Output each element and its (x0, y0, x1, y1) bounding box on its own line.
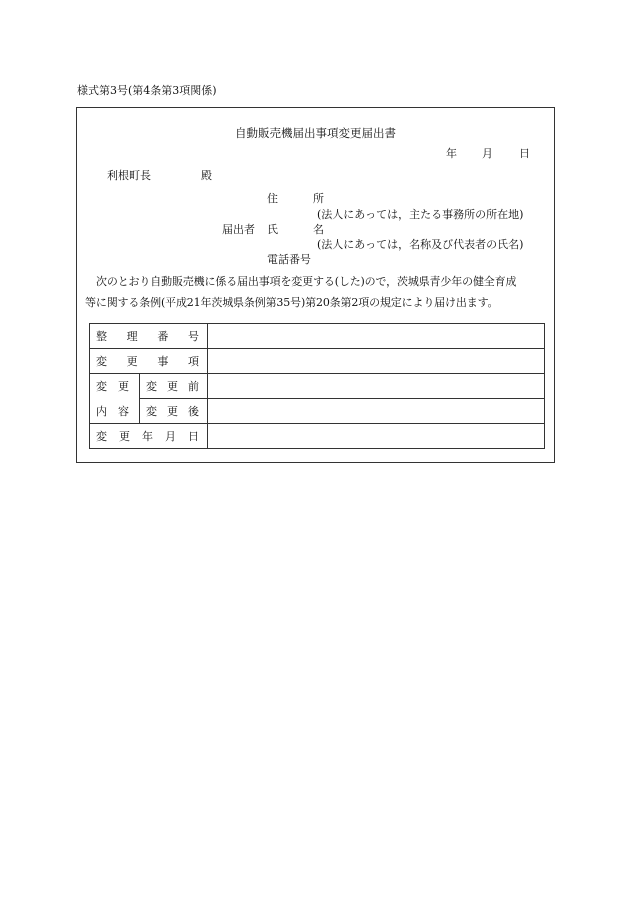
applicant-group-label: 届出者 (222, 223, 255, 236)
table-row-item (90, 349, 545, 374)
name-label-second: 名 (313, 223, 324, 236)
after-change-label: 変 更 後 (140, 399, 208, 424)
change-details-table (89, 323, 545, 449)
reference-number-label: 整 理 番 号 (90, 324, 208, 349)
statement-text (85, 271, 547, 313)
change-date-field[interactable] (208, 424, 545, 449)
table-row-reference (90, 324, 545, 349)
phone-label: 電話番号 (267, 253, 311, 266)
form-frame (76, 107, 555, 463)
addressee-honorific: 殿 (201, 169, 212, 182)
change-date-label: 変 更 年 月 日 (90, 424, 208, 449)
table-row-before (90, 374, 545, 399)
change-content-label: 変 更 内 容 (90, 374, 140, 424)
name-note: (法人にあっては，名称及び代表者の氏名) (317, 238, 524, 251)
form-number-label: 様式第3号(第4条第3項関係) (77, 84, 217, 97)
form-title: 自動販売機届出事項変更届出書 (235, 126, 396, 140)
address-label-second: 所 (313, 192, 324, 205)
statement-line-1: 次のとおり自動販売機に係る届出事項を変更する(した)ので，茨城県青少年の健全育成 (96, 275, 517, 288)
after-change-field[interactable] (208, 399, 545, 424)
reference-number-field[interactable] (208, 324, 545, 349)
date-day-label: 日 (519, 147, 530, 160)
statement-line-2: 等に関する条例(平成21年茨城県条例第35号)第20条第2項の規定により届け出ます。 (85, 296, 499, 309)
date-year-label: 年 (446, 147, 457, 160)
table-row-after (90, 399, 545, 424)
change-item-label: 変 更 事 項 (90, 349, 208, 374)
addressee-name: 利根町長 (107, 169, 151, 182)
name-label-first: 氏 (267, 223, 278, 236)
table-row-date (90, 424, 545, 449)
address-note: (法人にあっては，主たる事務所の所在地) (317, 208, 524, 221)
before-change-field[interactable] (208, 374, 545, 399)
change-item-field[interactable] (208, 349, 545, 374)
before-change-label: 変 更 前 (140, 374, 208, 399)
date-month-label: 月 (482, 147, 493, 160)
address-label-first: 住 (267, 192, 278, 205)
